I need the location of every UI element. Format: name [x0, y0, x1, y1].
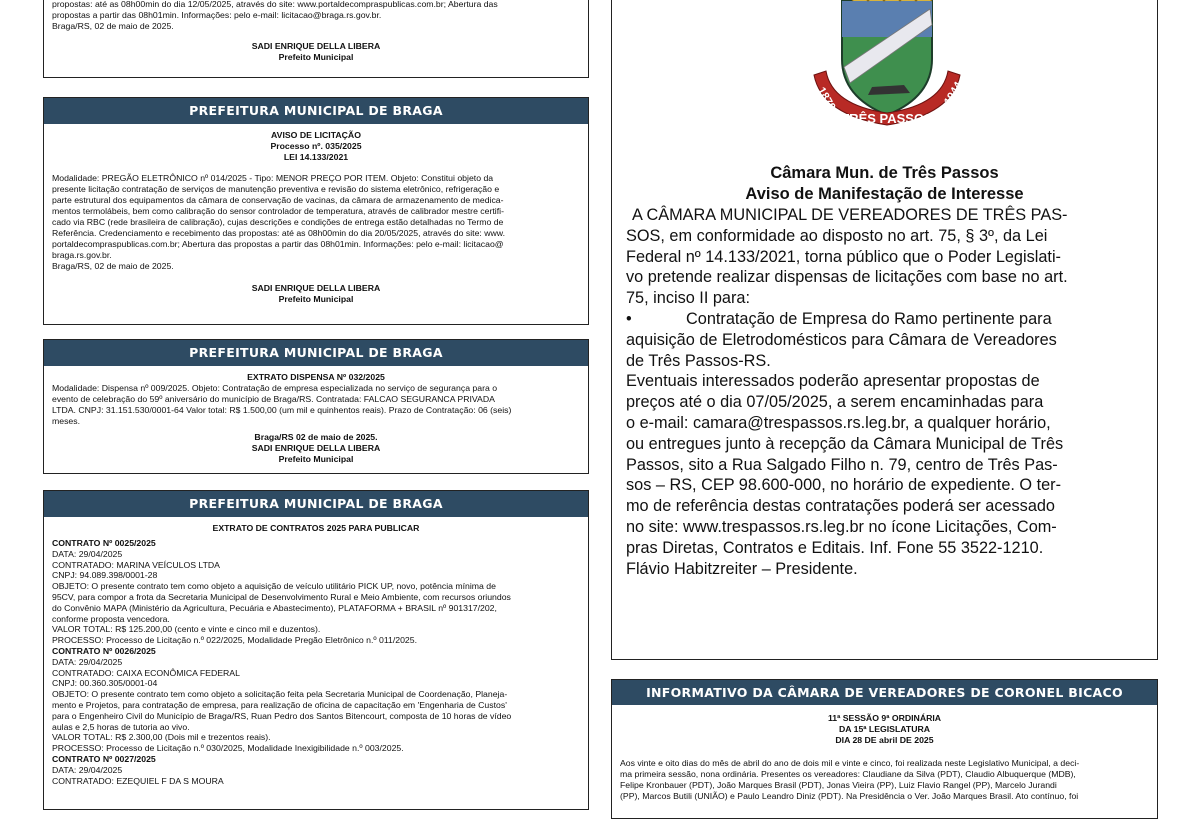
contract-heading: CONTRATO Nº 0025/2025: [52, 538, 156, 548]
contract-heading: CONTRATO Nº 0026/2025: [52, 645, 156, 656]
text-line: CNPJ: 00.360.305/0001-04: [52, 678, 158, 689]
text-line: Contratação de Empresa do Ramo pertinente para: [686, 309, 1052, 328]
signer-role: Prefeito Municipal: [278, 294, 354, 304]
notice-header: INFORMATIVO DA CÂMARA DE VEREADORES DE CORONEL BICACO: [612, 680, 1157, 705]
notice-title: EXTRATO DE CONTRATOS 2025 PARA PUBLICAR: [212, 523, 420, 533]
text-line: o e-mail: camara@trespassos.rs.leg.br, a qualquer horário,: [626, 413, 1051, 432]
text-line: CONTRATADO: MARINA VEÍCULOS LTDA: [52, 559, 220, 570]
contract-heading: CONTRATO Nº 0027/2025: [52, 753, 156, 764]
notice-title: 11ª SESSÃO 9ª ORDINÁRIA: [827, 713, 942, 723]
text-line: evento de celebração do 59º aniversário do município de Braga/RS. Contratada: FALCAO SEGURANCA PRIVADA: [52, 394, 495, 404]
notice-title: AVISO DE LICITAÇÃO: [271, 130, 361, 140]
municipal-crest-icon: [802, 0, 972, 132]
text-line: do Convênio MAPA (Ministério da Agricultura, Pecuária e Abastecimento), PLATAFORMA + BRASIL nº 901317/202,: [52, 602, 497, 613]
text-line: aulas e 2,5 horas de tutoria ao vivo.: [52, 721, 190, 732]
signer-role: Prefeito Municipal: [278, 52, 354, 62]
text-line: meses.: [52, 416, 81, 426]
text-line: LTDA. CNPJ: 31.151.530/0001-64 Valor total: R$ 1.500,00 (um mil e quinhentos reais). Prazo de Contratação: 06 (seis): [52, 405, 512, 415]
notice-box-aviso-licitacao: [43, 97, 589, 325]
text-line: mo de referência destas contratações poderá ser acessado: [626, 497, 1055, 516]
text-line: DATA: 29/04/2025: [52, 548, 123, 559]
notice-title: EXTRATO DISPENSA Nº 032/2025: [247, 372, 385, 382]
text-line: Eventuais interessados poderão apresentar propostas de: [626, 372, 1040, 391]
notice-subtitle: Aviso de Manifestação de Interesse: [745, 185, 1024, 203]
notice-box-extrato-contratos: [43, 490, 589, 810]
notice-header: PREFEITURA MUNICIPAL DE BRAGA: [44, 491, 588, 517]
signer-name: SADI ENRIQUE DELLA LIBERA: [251, 283, 381, 293]
notice-header: PREFEITURA MUNICIPAL DE BRAGA: [44, 98, 588, 124]
text-line: ma primeira sessão, nona ordinária. Presentes os vereadores: Claudiane da Silva (PDT), Claudio Albuquerque (MDB),: [620, 769, 1076, 779]
notice-body: [626, 205, 1143, 579]
text-line: CONTRATADO: CAIXA ECONÔMICA FEDERAL: [52, 667, 240, 678]
notice-title: Câmara Mun. de Três Passos: [770, 164, 999, 182]
text-line: A CÂMARA MUNICIPAL DE VEREADORES DE TRÊS PAS-: [632, 206, 1068, 224]
text-line: DATA: 29/04/2025: [52, 656, 123, 667]
signer-name: SADI ENRIQUE DELLA LIBERA: [251, 41, 381, 51]
text-line: conforme proposta vencedora.: [52, 613, 170, 624]
text-line: Felipe Kronbauer (PDT), João Marques Brasil (PDT), Jonas Vieira (PP), Luiz Flavio Rangel (PP), Marcelo Jurandi: [620, 780, 1057, 790]
text-line: 95CV, para compor a frota da Secretaria Municipal de Desenvolvimento Rural e Meio Ambiente, com recursos oriundos: [52, 591, 511, 602]
text-line: propostas: até as 08h00min do dia 12/05/2025, através do site: www.portaldecompraspublicas.com.br; Abertura das: [52, 0, 498, 9]
text-line: propostas a partir das 08h01min. Informações: pelo e-mail: licitacao@braga.rs.gov.br.: [52, 10, 382, 20]
notice-box-continuation: [43, 0, 589, 78]
text-line: de Três Passos-RS.: [626, 351, 771, 370]
notice-subtitle: DIA 28 DE abril DE 2025: [835, 735, 934, 745]
text-line: OBJETO: O presente contrato tem como objeto a solicitação feita pela Secretaria Municipal de Coordenação, Planeja-: [52, 689, 508, 700]
text-line: 75, inciso II para:: [626, 289, 750, 308]
notice-subtitle: Processo nº. 035/2025: [270, 141, 362, 151]
text-line: Modalidade: PREGÃO ELETRÔNICO nº 014/2025 - Tipo: MENOR PREÇO POR ITEM. Objeto: Constitui objeto da: [52, 173, 494, 183]
crest-banner: TRÊS PASSOS: [841, 111, 933, 126]
text-line: DATA: 29/04/2025: [52, 764, 123, 775]
signer-name: SADI ENRIQUE DELLA LIBERA: [251, 443, 381, 453]
text-line: OBJETO: O presente contrato tem como objeto a aquisição de veículo utilitário PICK UP, novo, potência mínima de: [52, 581, 496, 592]
crest-crown: [852, 0, 932, 1]
text-line: VALOR TOTAL: R$ 125.200,00 (cento e vinte e cinco mil e duzentos).: [52, 624, 321, 635]
notice-box-extrato-dispensa: [43, 339, 589, 474]
text-line: CONTRATADO: EZEQUIEL F DA S MOURA: [52, 775, 224, 786]
text-line: PROCESSO: Processo de Licitação n.º 022/2025, Modalidade Pregão Eletrônico n.º 011/2025.: [52, 635, 418, 646]
text-line: braga.rs.gov.br.: [52, 250, 112, 260]
notice-date: Braga/RS 02 de maio de 2025.: [254, 432, 378, 442]
text-line: no site: www.trespassos.rs.leg.br no ícone Licitações, Com-: [626, 517, 1057, 536]
text-line: Aos vinte e oito dias do mês de abril do ano de dois mil e vinte e cinco, foi realizada neste Legislativo Municipal, a deci-: [620, 758, 1080, 768]
notice-body: [52, 383, 580, 427]
text-line: para o Engenheiro Civil do Município de Braga/RS, Ruan Pedro dos Santos Bitencourt, composta de 10 horas de vídeo: [52, 710, 512, 721]
notice-header: PREFEITURA MUNICIPAL DE BRAGA: [44, 340, 588, 366]
text-line: Flávio Habitzreiter – Presidente.: [626, 559, 858, 578]
notice-body: [620, 758, 1149, 802]
crest-year-right: 1944: [942, 79, 965, 108]
text-line: Modalidade: Dispensa nº 009/2025. Objeto: Contratação de empresa especializada no serviço de segurança para o: [52, 383, 498, 393]
notice-subtitle: DA 15ª LEGISLATURA: [838, 724, 931, 734]
text-line: presente licitação contratação de serviços de manutenção preventiva e revisão do sistema eletrônico, refrigeração e: [52, 184, 500, 194]
text-line: VALOR TOTAL: R$ 2.300,00 (Dois mil e trezentos reais).: [52, 732, 271, 743]
text-line: mento e Projetos, para contratação de empresa, para realização de oficina de capacitação em 'Engenharia de Custos': [52, 699, 507, 710]
text-line: (PP), Marcos Butili (UNIÃO) e Paulo Leandro Diniz (PDT). Na Presidência o Ver. João Marques Brasil. Ato contínuo, foi: [620, 791, 1079, 801]
text-line: Braga/RS, 02 de maio de 2025.: [52, 21, 174, 31]
signer-role: Prefeito Municipal: [278, 454, 354, 464]
text-line: CNPJ: 94.089.398/0001-28: [52, 570, 158, 581]
bullet-marker: •: [626, 309, 632, 328]
text-line: cado via RBC (rede brasileira de calibração), cujas descrições e condições de entrega estão detalhadas no Termo de: [52, 217, 504, 227]
text-line: Passos, sito a Rua Salgado Filho n. 79, centro de Três Pas-: [626, 455, 1058, 474]
text-line: parte estrutural dos equipamentos da câmara de conservação de vacinas, da câmara de armazenamento de medica-: [52, 195, 504, 205]
notice-box-informativo: [611, 679, 1158, 819]
notice-box-camara-tres-passos: [611, 0, 1158, 660]
notice-subtitle: LEI 14.133/2021: [283, 152, 349, 162]
notice-body: [52, 538, 580, 786]
text-line: vo pretende realizar dispensas de licitações com base no art.: [626, 268, 1068, 287]
text-line: aquisição de Eletrodomésticos para Câmara de Vereadores: [626, 330, 1057, 349]
bullet-item: [626, 309, 1143, 330]
text-line: sos – RS, CEP 98.600-000, no horário de expediente. O ter-: [626, 476, 1062, 495]
text-line: Referência. Credenciamento e recebimento das propostas: até as 08h00min do dia 20/05/2025, através do site: www.: [52, 228, 505, 238]
text-line: preços até o dia 07/05/2025, a serem encaminhadas para: [626, 393, 1044, 412]
text-line: mentos termolábeis, bem como calibração do sensor controlador de temperatura, através de calibrador mestre certifi-: [52, 206, 504, 216]
text-line: pras Diretas, Contratos e Editais. Inf. Fone 55 3522-1210.: [626, 538, 1044, 557]
text-line: SOS, em conformidade ao disposto no art. 75, § 3º, da Lei: [626, 226, 1048, 245]
text-line: Braga/RS, 02 de maio de 2025.: [52, 261, 174, 271]
notice-body: [52, 0, 580, 32]
text-line: ou entregues junto à recepção da Câmara Municipal de Três: [626, 434, 1064, 453]
text-line: portaldecompraspublicas.com.br; Abertura das propostas a partir das 08h01min. Informações: pelo e-mail: licitacao@: [52, 239, 504, 249]
text-line: Federal nº 14.133/2021, torna público que o Poder Legislati-: [626, 247, 1061, 266]
notice-body: [52, 173, 580, 272]
crest-year-left: 1879: [814, 85, 838, 113]
text-line: PROCESSO: Processo de Licitação n.º 030/2025, Modalidade Inexigibilidade n.º 003/2025.: [52, 743, 404, 754]
